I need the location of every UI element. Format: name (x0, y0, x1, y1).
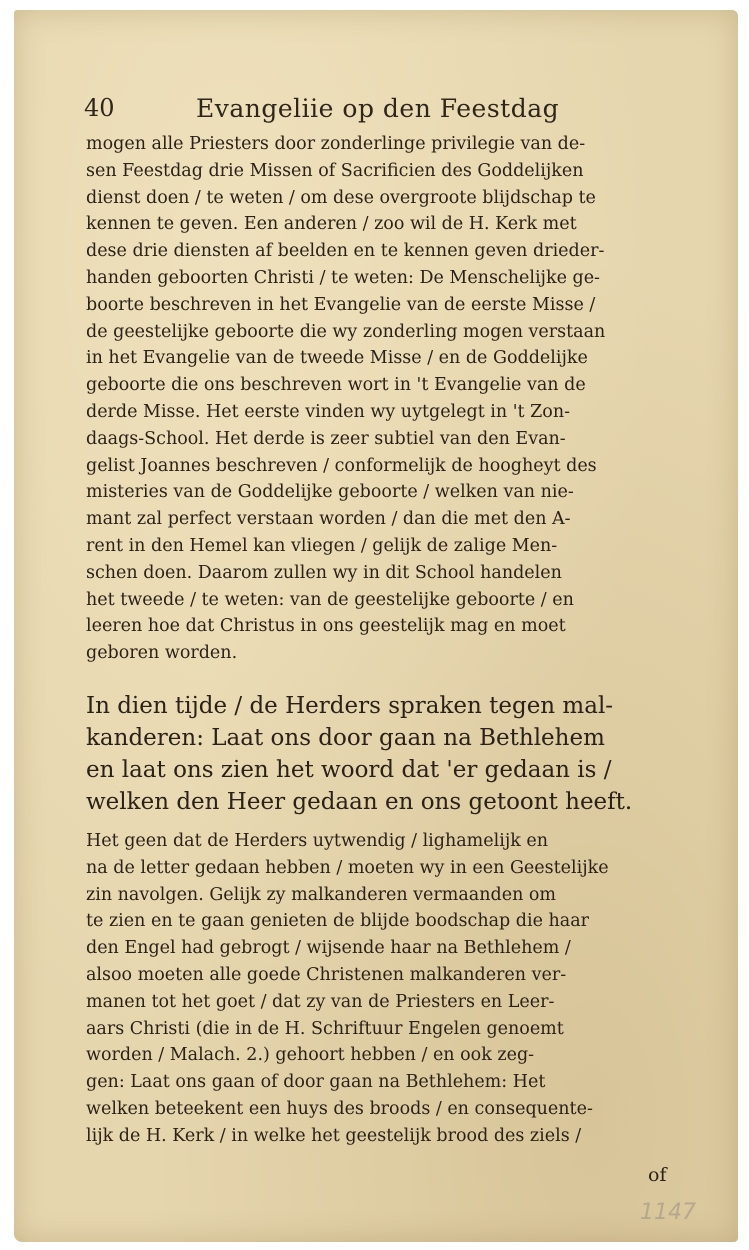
text-line: worden / Malach. 2.) gehoort hebben / en ook zeg- (86, 1045, 535, 1066)
text-line: te zien en te gaan genieten de blijde boodschap die haar (86, 911, 590, 932)
text-line: geboorte die ons beschreven wort in 't Evangelie van de (86, 375, 586, 396)
catchword: of (648, 1164, 667, 1186)
text-line: Het geen dat de Herders uytwendig / lighamelijk en (86, 831, 549, 851)
text-line: geboren worden. (86, 643, 238, 664)
paragraph-3 (86, 828, 666, 1150)
paragraph-1 (86, 131, 666, 667)
text-line: dienst doen / te weten / om dese overgroote blijdschap te (86, 187, 596, 208)
text-line: het tweede / te weten: van de geestelijke geboorte / en (86, 589, 574, 610)
text-line: de geestelijke geboorte die wy zonderling mogen verstaan (86, 321, 606, 342)
text-line: en laat ons zien het woord dat 'er gedaan is / (86, 757, 612, 783)
text-line: aars Christi (die in de H. Schriftuur Engelen genoemt (86, 1018, 564, 1039)
text-line: kanderen: Laat ons door gaan na Bethlehem (86, 725, 605, 751)
text-line: leeren hoe dat Christus in ons geestelijk mag en moet (86, 616, 566, 637)
text-line: lijk de H. Kerk / in welke het geestelijk brood des ziels / (86, 1125, 582, 1146)
text-line: in het Evangelie van de tweede Misse / en de Goddelijke (86, 348, 588, 369)
text-line: In dien tijde / de Herders spraken tegen mal- (86, 693, 614, 719)
text-line: daags-School. Het derde is zeer subtiel van den Evan- (86, 428, 566, 449)
text-line: den Engel had gebrogt / wijsende haar na Bethlehem / (86, 938, 571, 959)
text-line: gelist Joannes beschreven / conformelijk de hoogheyt des (86, 455, 597, 476)
text-line: handen geboorten Christi / te weten: De Menschelijke ge- (86, 267, 600, 288)
page-number: 40 (84, 94, 115, 122)
text-line: mogen alle Priesters door zonderlinge privilegie van de- (86, 134, 586, 154)
text-line: rent in den Hemel kan vliegen / gelijk de zalige Men- (86, 535, 558, 556)
text-line: kennen te geven. Een anderen / zoo wil de H. Kerk met (86, 214, 577, 235)
text-line: sen Feestdag drie Missen of Sacrificien des Goddelijken (86, 160, 584, 181)
text-line: boorte beschreven in het Evangelie van de eerste Misse / (86, 294, 596, 315)
text-line: manen tot het goet / dat zy van de Priesters en Leer- (86, 991, 555, 1012)
page-header (84, 92, 664, 130)
text-line: welken den Heer gedaan en ons getoont heeft. (86, 789, 633, 815)
text-line: alsoo moeten alle goede Christenen malkanderen ver- (86, 964, 567, 985)
text-line: mant zal perfect verstaan worden / dan die met den A- (86, 509, 571, 530)
pencil-note: 1147 (640, 1200, 696, 1225)
text-line: derde Misse. Het eerste vinden wy uytgelegt in 't Zon- (86, 401, 571, 422)
text-line: welken beteekent een huys des broods / en consequente- (86, 1098, 593, 1119)
text-line: schen doen. Daarom zullen wy in dit School handelen (86, 562, 562, 583)
text-line: zin navolgen. Gelijk zy malkanderen vermaanden om (86, 884, 557, 905)
text-line: dese drie diensten af beelden en te kennen geven drieder- (86, 241, 605, 262)
text-line: misteries van de Goddelijke geboorte / welken van nie- (86, 482, 574, 503)
running-title: Evangeliie op den Feestdag (196, 94, 560, 123)
text-line: na de letter gedaan hebben / moeten wy in een Geestelijke (86, 857, 609, 878)
text-line: gen: Laat ons gaan of door gaan na Bethlehem: Het (86, 1072, 546, 1093)
gospel-quote (86, 690, 666, 818)
